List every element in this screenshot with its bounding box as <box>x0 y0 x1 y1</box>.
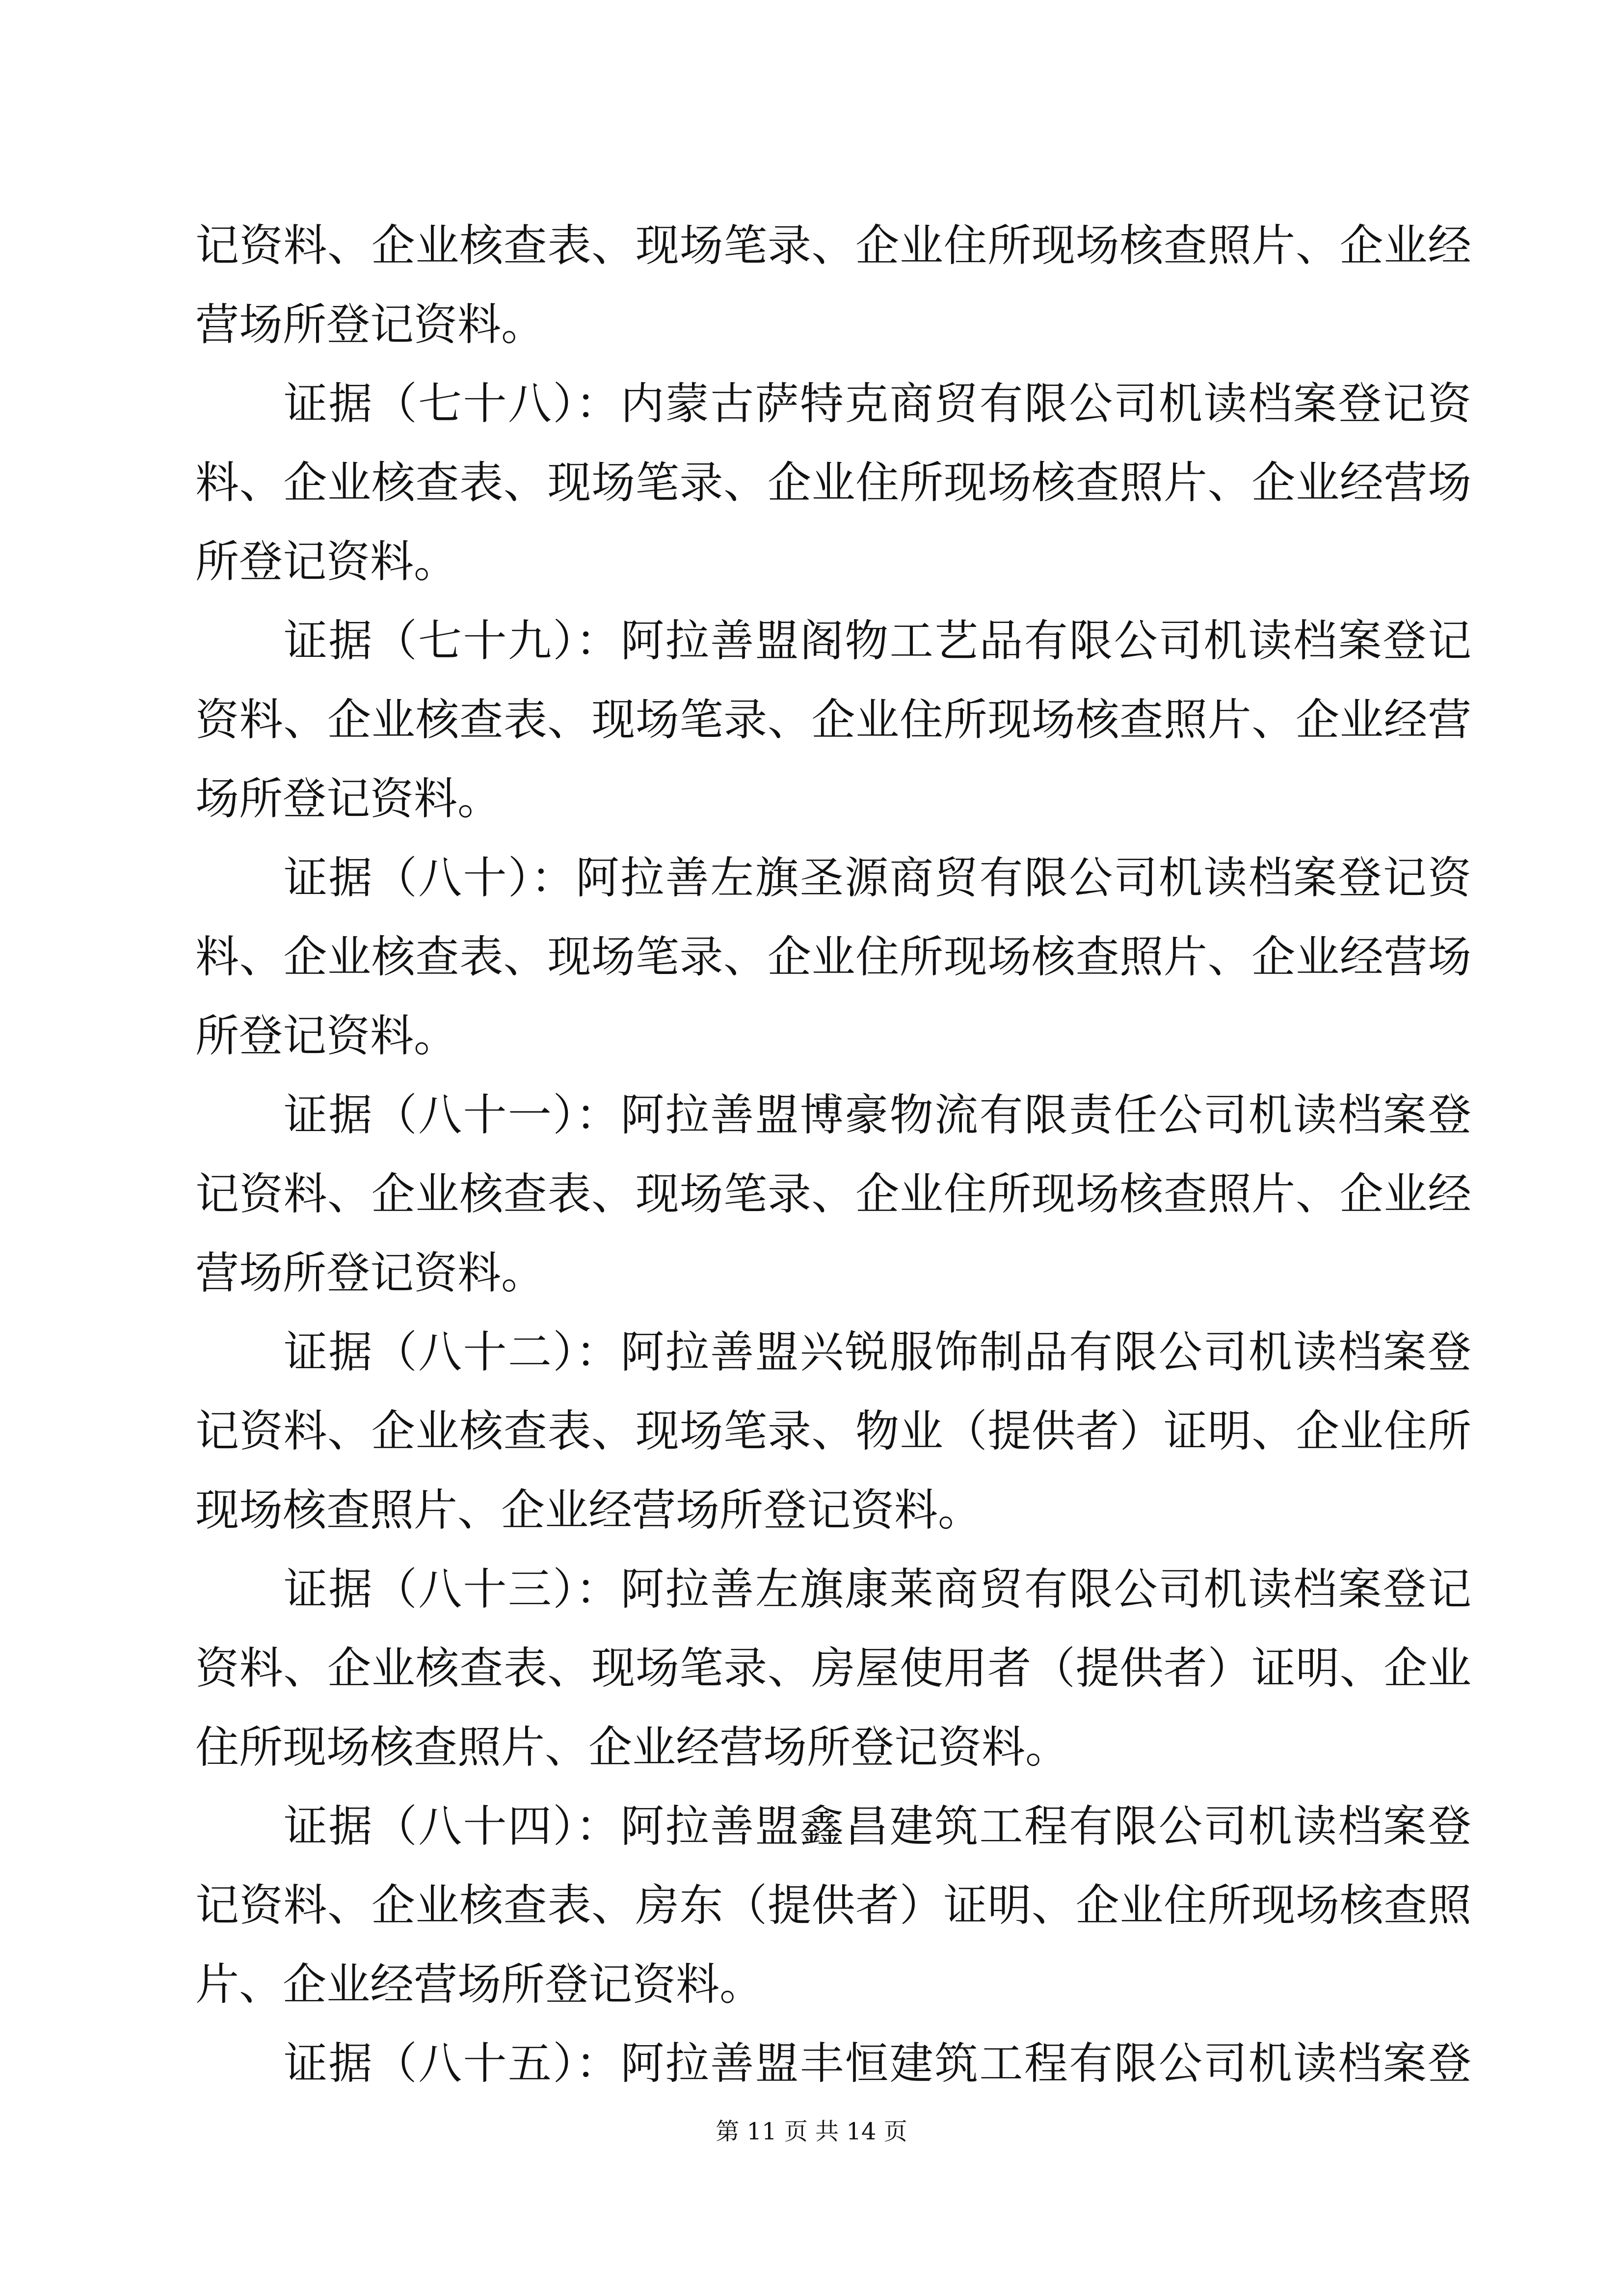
text-line: 记资料、企业核查表、现场笔录、企业住所现场核查照片、企业经 <box>195 220 1471 271</box>
text-line: 资料、企业核查表、现场笔录、企业住所现场核查照片、企业经营 <box>195 694 1471 745</box>
text-line: 料、企业核查表、现场笔录、企业住所现场核查照片、企业经营场 <box>195 931 1471 982</box>
evidence-79-line: 证据（七十九）：阿拉善盟阁物工艺品有限公司机读档案登记 <box>284 615 1471 666</box>
evidence-84-line: 证据（八十四）：阿拉善盟鑫昌建筑工程有限公司机读档案登 <box>284 1801 1471 1852</box>
evidence-81-line: 证据（八十一）：阿拉善盟博豪物流有限责任公司机读档案登 <box>284 1089 1471 1140</box>
text-line: 场所登记资料。 <box>195 773 501 824</box>
text-line: 记资料、企业核查表、现场笔录、物业（提供者）证明、企业住所 <box>195 1405 1471 1457</box>
evidence-80-line: 证据（八十）：阿拉善左旗圣源商贸有限公司机读档案登记资 <box>284 852 1471 903</box>
evidence-85-line: 证据（八十五）：阿拉善盟丰恒建筑工程有限公司机读档案登 <box>284 2038 1471 2089</box>
evidence-78-line: 证据（七十八）：内蒙古萨特克商贸有限公司机读档案登记资 <box>284 378 1471 429</box>
document-body <box>195 206 1471 2103</box>
page-number-footer: 第 11 页 共 14 页 <box>716 2118 907 2145</box>
evidence-82-line: 证据（八十二）：阿拉善盟兴锐服饰制品有限公司机读档案登 <box>284 1326 1471 1378</box>
text-line: 料、企业核查表、现场笔录、企业住所现场核查照片、企业经营场 <box>195 457 1471 508</box>
evidence-83-line: 证据（八十三）：阿拉善左旗康莱商贸有限公司机读档案登记 <box>284 1564 1471 1615</box>
text-line: 现场核查照片、企业经营场所登记资料。 <box>195 1485 982 1536</box>
text-line: 营场所登记资料。 <box>195 1247 545 1298</box>
text-line: 资料、企业核查表、现场笔录、房屋使用者（提供者）证明、企业 <box>195 1643 1471 1694</box>
text-line: 住所现场核查照片、企业经营场所登记资料。 <box>195 1722 1069 1773</box>
text-line: 记资料、企业核查表、现场笔录、企业住所现场核查照片、企业经 <box>195 1168 1471 1219</box>
text-line: 营场所登记资料。 <box>195 299 545 350</box>
text-line: 片、企业经营场所登记资料。 <box>195 1959 763 2010</box>
text-line: 所登记资料。 <box>195 536 457 587</box>
text-line: 所登记资料。 <box>195 1010 457 1061</box>
text-line: 记资料、企业核查表、房东（提供者）证明、企业住所现场核查照 <box>195 1880 1471 1931</box>
